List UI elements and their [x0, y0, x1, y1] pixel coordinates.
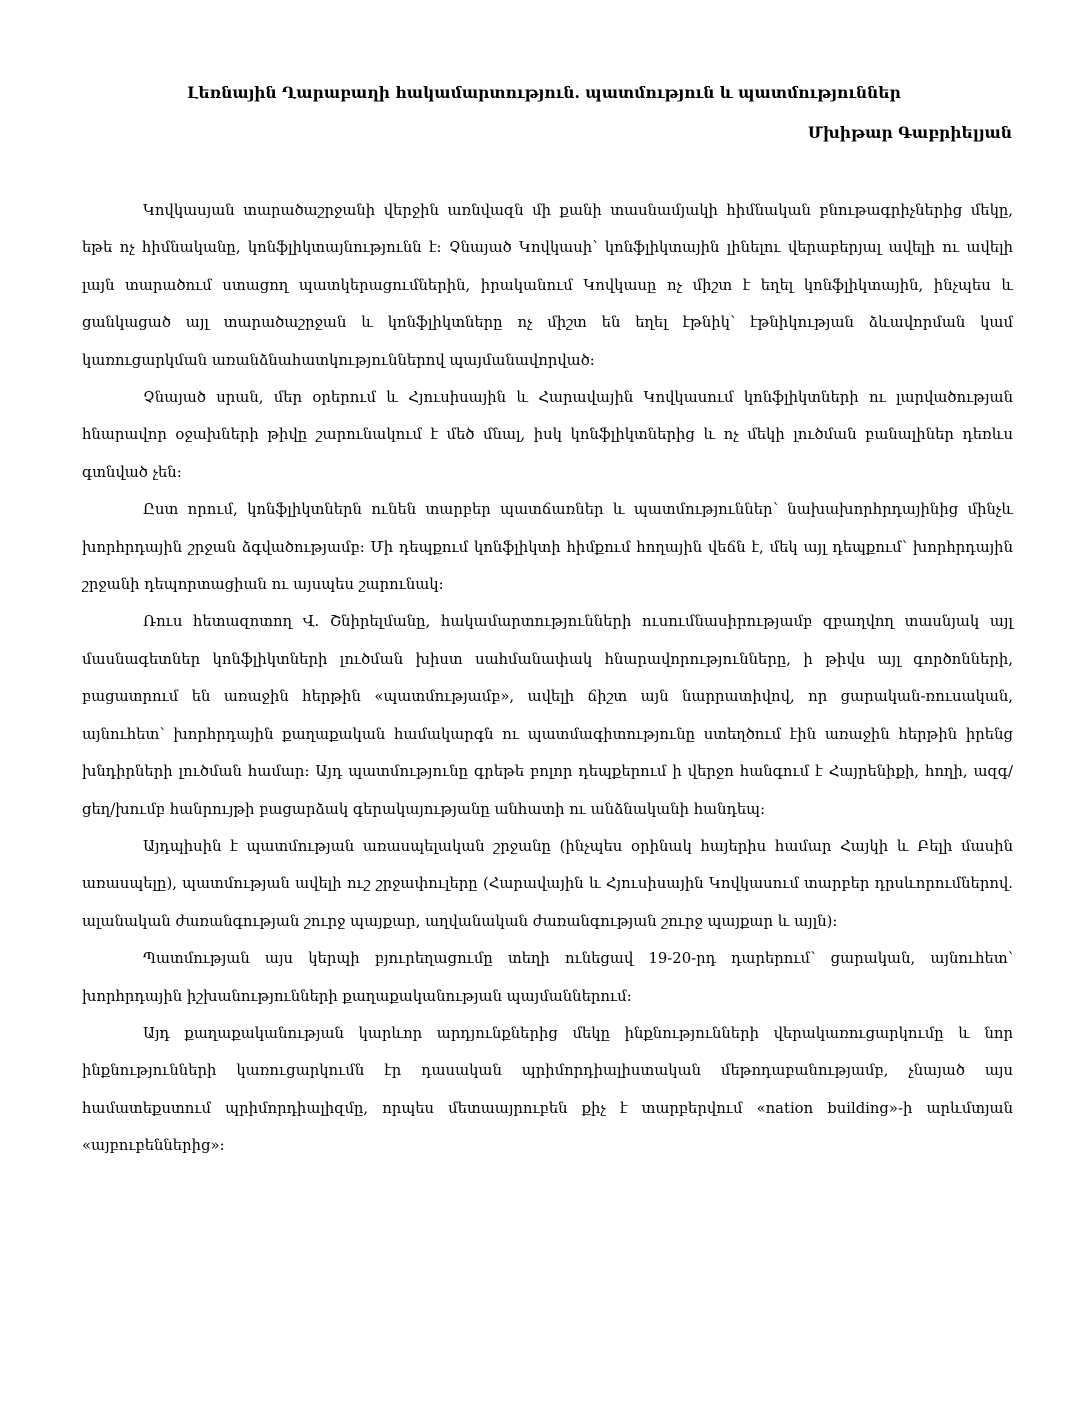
- document-author: Մխիթար Գաբրիելյան: [807, 123, 1012, 142]
- document-body: [82, 192, 1013, 1165]
- paragraph: Պատմության այս կերպի բյուրեղացումը տեղի ունեցավ 19-20-րդ դարերում՝ ցարական, այնուհետ՝ խորհրդային իշխանությունների քաղաքականության պայմաններում:: [82, 950, 1013, 1005]
- document-title: Լեռնային Ղարաբաղի հակամարտություն. պատմություն և պատմություններ: [187, 83, 901, 102]
- paragraph: Ըստ որում, կոնֆլիկտներն ունեն տարբեր պատճառներ և պատմություններ՝ նախախորհրդայինից մինչև խորհրդային շրջան ձգվածությամբ: Մի դեպքում կոնֆլիկտի հիմքում հողային վեճն է, մեկ այլ դեպքում՝ խորհրդային շրջանի դեպորտացիան ու այսպես շարունակ:: [82, 501, 1013, 594]
- paragraph: Այդ քաղաքականության կարևոր արդյունքներից մեկը ինքնությունների վերակառուցարկումը և նոր ինքնությունների կառուցարկումն էր դասական պրիմորդիալիստական մեթոդաբանությամբ, չնայած այս համատեքստում պրիմորդիալիզմը, որպես մետաայրուբեն քիչ է տարբերվում «nation building»-ի արևմտյան «այբուբեններից»:: [82, 1024, 1013, 1155]
- paragraph: Ռուս հետազոտող Վ. Շնիրելմանը, հակամարտությունների ուսումնասիրությամբ զբաղվող տասնյակ այլ մասնագետներ կոնֆլիկտների լուծման խիստ սահմանափակ հնարավորությունները, ի թիվս այլ գործոնների, բացատրում են առաջին հերթին «պատմությամբ», ավելի ճիշտ այն նարրատիվով, որ ցարական-ռուսական, այնուհետ՝ խորհրդային քաղաքական համակարգն ու պատմագիտությունը ստեղծում էին առաջին հերթին իրենց խնդիրների լուծման համար: Այդ պատմությունը գրեթե բոլոր դեպքերում ի վերջո հանգում է Հայրենիքի, հողի, ազգ/ցեղ/խումբ հանրույթի բացարձակ գերակայությանը անհատի ու անձնականի հանդեպ:: [82, 613, 1013, 818]
- paragraph: Այդպիսին է պատմության առասպելական շրջանը (ինչպես օրինակ հայերիս համար Հայկի և Բելի մասին առասպելը), պատմության ավելի ուշ շրջափուլերը (Հարավային և Հյուսիսային Կովկասում տարբեր դրսևորումներով. ալանական ժառանգության շուրջ պայքար, աղվանական ժառանգության շուրջ պայքար և այլն):: [82, 837, 1013, 930]
- paragraph: Կովկասյան տարածաշրջանի վերջին առնվազն մի քանի տասնամյակի հիմնական բնութագրիչներից մեկը, եթե ոչ հիմնականը, կոնֆլիկտայնությունն է: Չնայած Կովկասի՝ կոնֆլիկտային լինելու վերաբերյալ ավելի ու ավելի լայն տարածում ստացող պատկերացումներին, իրականում Կովկասը ոչ միշտ է եղել կոնֆլիկտային, ինչպես և ցանկացած այլ տարածաշրջան և կոնֆլիկտները ոչ միշտ են եղել էթնիկ՝ էթնիկության ձևավորման կամ կառուցարկման առանձնահատկություններով պայմանավորված:: [82, 202, 1013, 369]
- paragraph: Չնայած սրան, մեր օրերում և Հյուսիսային և Հարավային Կովկասում կոնֆլիկտների ու լարվածության հնարավոր օջախների թիվը շարունակում է մեծ մնալ, իսկ կոնֆլիկտներից և ոչ մեկի լուծման բանալիներ դեռևս գտնված չեն:: [82, 389, 1013, 481]
